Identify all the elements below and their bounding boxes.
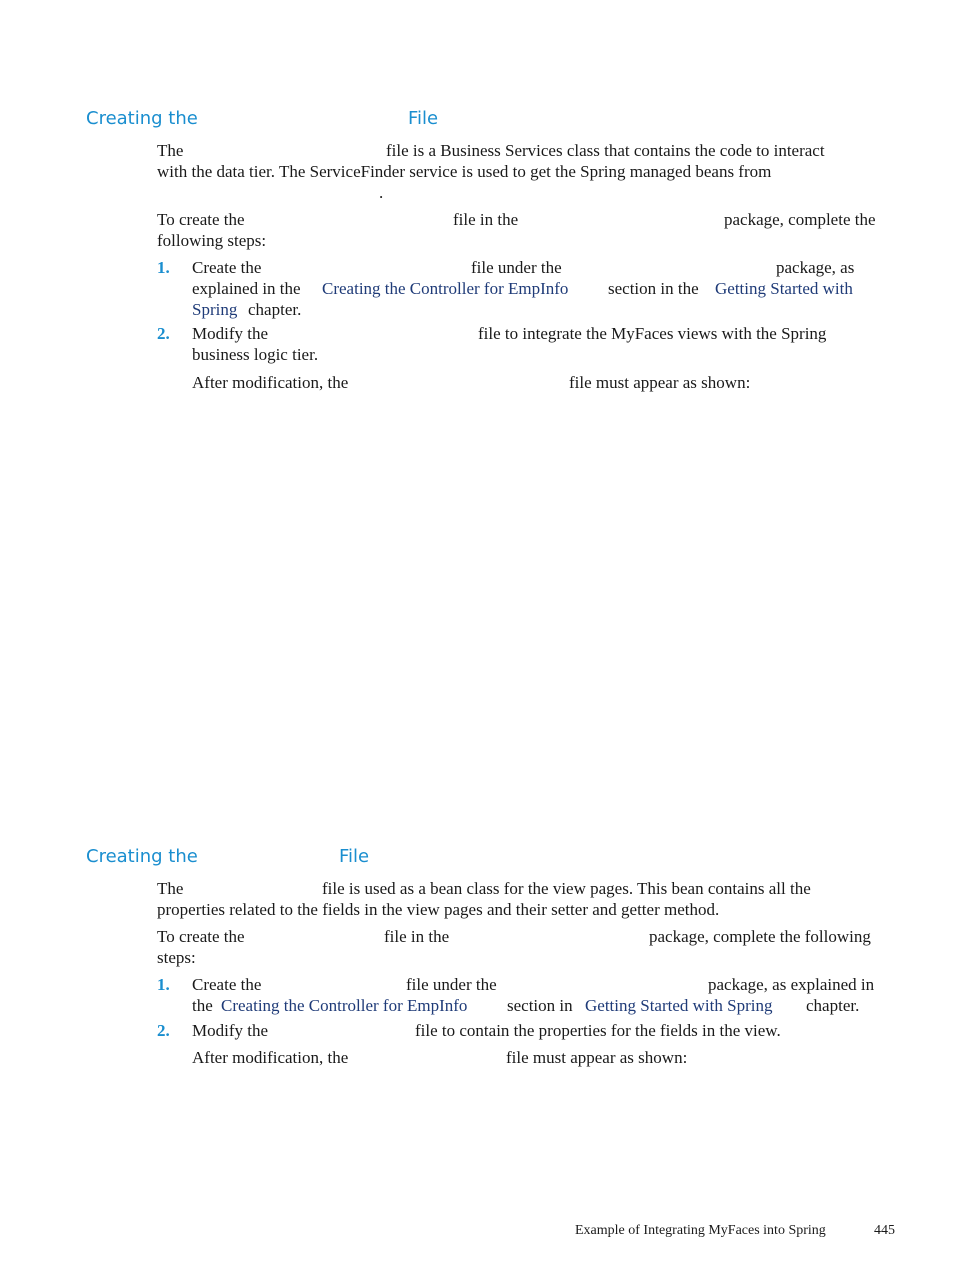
s1-step2-line2: business logic tier. (192, 345, 319, 364)
s1-step1-number: 1. (157, 258, 170, 277)
s2-step1-number: 1. (157, 975, 170, 994)
s1-p2-c: package, complete the (724, 210, 876, 229)
s1-link-getting-started[interactable]: Getting Started with (715, 279, 853, 298)
s1-p1-line3: . (379, 183, 384, 202)
s1-p1-start: The (157, 141, 184, 160)
s1-step1-c: package, as (776, 258, 855, 277)
s2-link-creating-controller[interactable]: Creating the Controller for EmpInfo (221, 996, 468, 1015)
s2-step1-b: file under the (406, 975, 497, 994)
s1-p1-line2: with the data tier. The ServiceFinder service is used to get the Spring managed beans from (157, 162, 772, 181)
s2-step1-c: package, as explained in (708, 975, 875, 994)
s2-p1-start: The (157, 879, 184, 898)
s2-p2-c: package, complete the following (649, 927, 871, 946)
s2-p2-line2: steps: (157, 948, 196, 967)
s1-step1-a: Create the (192, 258, 262, 277)
s1-step1-line2-a: explained in the (192, 279, 301, 298)
s1-step1-line2-b: section in the (608, 279, 699, 298)
s2-p2-b: file in the (384, 927, 450, 946)
s2-after-b: file must appear as shown: (506, 1048, 688, 1067)
s1-step1-line3-b: chapter. (248, 300, 302, 319)
s2-after-a: After modification, the (192, 1048, 349, 1067)
s1-step2-number: 2. (157, 324, 170, 343)
s1-step2-b: file to integrate the MyFaces views with the Spring (478, 324, 827, 343)
s1-link-creating-controller[interactable]: Creating the Controller for EmpInfo (322, 279, 569, 298)
s2-step1-line2-a: the (192, 996, 213, 1015)
section-2-heading-suffix: File (339, 846, 370, 867)
s2-p1-line2: properties related to the fields in the view pages and their setter and getter method. (157, 900, 720, 919)
s2-p1-end: file is used as a bean class for the view pages. This bean contains all the (322, 879, 811, 898)
s2-link-getting-started[interactable]: Getting Started with Spring (585, 996, 773, 1015)
s1-p2-b: file in the (453, 210, 519, 229)
s1-p1-end: file is a Business Services class that contains the code to interact (386, 141, 825, 160)
s2-step2-b: file to contain the properties for the fields in the view. (415, 1021, 781, 1040)
s1-p2-a: To create the (157, 210, 245, 229)
s2-step1-line2-c: chapter. (806, 996, 860, 1015)
s1-after-a: After modification, the (192, 373, 349, 392)
s2-step1-a: Create the (192, 975, 262, 994)
s2-p2-a: To create the (157, 927, 245, 946)
s1-step2-a: Modify the (192, 324, 269, 343)
s2-step2-number: 2. (157, 1021, 170, 1040)
s1-after-b: file must appear as shown: (569, 373, 751, 392)
footer-title: Example of Integrating MyFaces into Spring (575, 1223, 826, 1238)
s2-step2-a: Modify the (192, 1021, 269, 1040)
s1-step1-b: file under the (471, 258, 562, 277)
s1-link-spring[interactable]: Spring (192, 300, 238, 319)
page-number: 445 (874, 1223, 895, 1238)
section-1-heading-suffix: File (408, 108, 439, 129)
section-1-heading-prefix: Creating the (86, 108, 198, 129)
s2-step1-line2-b: section in (507, 996, 573, 1015)
s1-p2-line2: following steps: (157, 231, 267, 250)
section-2-heading-prefix: Creating the (86, 846, 198, 867)
